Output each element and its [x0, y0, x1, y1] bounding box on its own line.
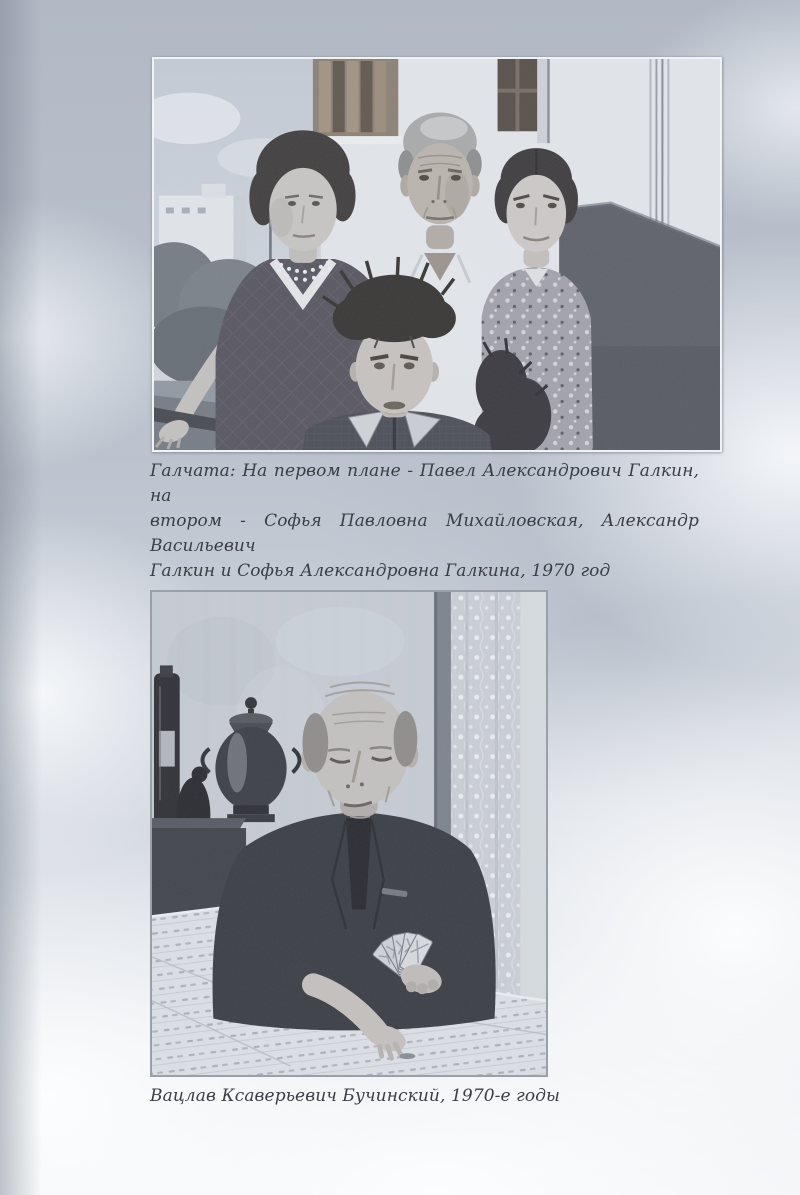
family-group-photo: [152, 57, 722, 452]
photo1-caption-line2: втором - Софья Павловна Михайловская, Александр Васильевич: [150, 511, 699, 556]
photo2-caption-line: Вацлав Ксаверьевич Бучинский, 1970-е годы: [150, 1086, 561, 1106]
photo1-caption-line1: Галчата: На первом плане - Павел Александрович Галкин, на: [150, 461, 699, 506]
man-with-cards-photo: [150, 590, 548, 1077]
photo1-caption: [150, 459, 699, 584]
man-with-cards-photo-image: [152, 592, 546, 1075]
family-group-photo-image: [154, 59, 720, 450]
photo1-caption-line3: Галкин и Софья Александровна Галкина, 1970 год: [150, 561, 611, 581]
film-grain-overlay: [152, 592, 546, 1075]
film-grain-overlay: [154, 59, 720, 450]
photo2-caption: [150, 1084, 580, 1109]
page-gutter-shadow: [0, 0, 42, 1195]
